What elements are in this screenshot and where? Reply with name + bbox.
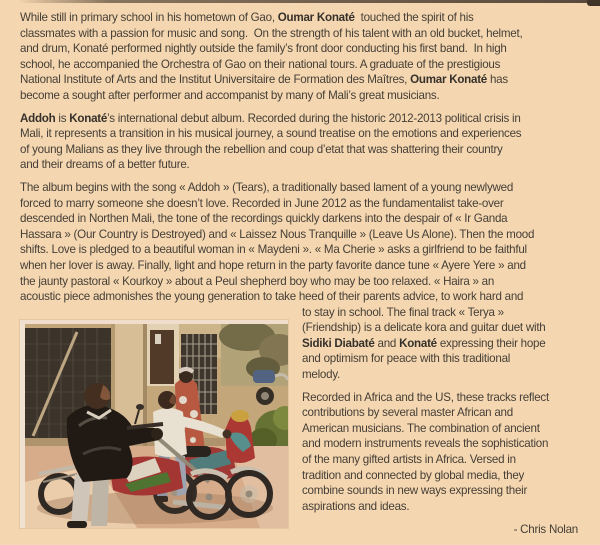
text-line: when her lover is away. Finally, light and hope return in the party favorite dance tune « Ayere Yere » and <box>20 258 526 272</box>
text-line: become a sought after performer and accompanist by many of Mali’s great musicians. <box>20 88 440 102</box>
text-line: acoustic piece admonishes the young generation to take heed of their parents advice, to work hard and <box>20 290 524 304</box>
paragraph-3-continued <box>302 305 580 383</box>
text-line: Recorded in Africa and the US, these tracks reflect <box>302 390 549 404</box>
paragraph-3 <box>20 180 580 305</box>
text-line: of the many gifted artists in Africa. Versed in <box>302 453 516 467</box>
paragraph-2 <box>20 111 580 173</box>
text-line: aspirations and ideas. <box>302 499 410 513</box>
text-line: The album begins with the song « Addoh » (Tears), a traditionally based lament of a young newlywed <box>20 180 514 194</box>
text-line: the jaunty pastoral « Kourkoy » about a Peul shepherd boy who may be too relaxed. « Haira » an <box>20 274 495 288</box>
paragraph-1 <box>20 10 580 104</box>
text-line: melody. <box>302 368 340 382</box>
text-line: While still in primary school in his hometown of Gao, Oumar Konaté touched the spirit of his <box>20 11 474 24</box>
text-line: of young Malians as they live through the rebellion and coup d’etat that was shattering their country <box>20 142 503 156</box>
right-column <box>302 305 580 538</box>
main-text <box>20 10 580 305</box>
text-line: Hassara » (Our Country is Destroyed) and « Laissez Nous Tranquille » (Leave Us Alone). Then the mood <box>20 227 535 241</box>
text-line: (Friendship) is a delicate kora and guitar duet with <box>302 321 546 335</box>
right-column-text <box>302 305 580 515</box>
text-line: contributions by several master African and <box>302 406 513 420</box>
signature: - Chris Nolan <box>513 523 578 537</box>
text-line: shifts. Love is pledged to a beautiful woman in « Maydeni ». « Ma Cherie » asks a girlfriend to be faithful <box>20 243 527 257</box>
street-photo-illustration <box>25 324 288 528</box>
text-line: Sidiki Diabaté and Konaté expressing their hope <box>302 336 546 350</box>
text-line: combine sounds in new ways expressing their <box>302 484 528 498</box>
text-line: and their dreams of a better future. <box>20 158 190 172</box>
text-line: American musicians. The combination of ancient <box>302 421 540 435</box>
text-line: classmates with a passion for music and song. On the strength of his talent with an old bucket, helmet, <box>20 26 523 40</box>
paragraph-4 <box>302 390 580 515</box>
text-line: Addoh is Konaté’s international debut album. Recorded during the historic 2012-2013 political crisis in <box>20 111 521 125</box>
text-line: school, he accompanied the Orchestra of Gao on their national tours. A graduate of the prestigious <box>20 57 501 71</box>
street-photo <box>20 320 288 528</box>
text-line: National Institute of Arts and the Institut Universitaire de Formation des Maîtres, Oumar Konaté has <box>20 73 508 87</box>
text-line: tradition and connected by global media, they <box>302 468 525 482</box>
text-line: Mali, it represents a transition in his musical journey, a sound treatise on the emotions and experiences <box>20 127 522 141</box>
text-line: forced to marry someone she doesn’t love. Recorded in June 2012 as the fundamentalist take-over <box>20 196 504 210</box>
text-line: and drum, Konaté performed nightly outside the family’s front door conducting his first band. In high <box>20 42 507 56</box>
text-line: descended in Northen Mali, the tone of the recordings quickly darkens into the despair of « Ir Ganda <box>20 212 508 226</box>
text-line: to stay in school. The final track « Terya » <box>302 305 504 319</box>
text-line: and modern instruments reveals the sophistication <box>302 437 549 451</box>
text-line: and optimism for peace with this traditional <box>302 352 511 366</box>
